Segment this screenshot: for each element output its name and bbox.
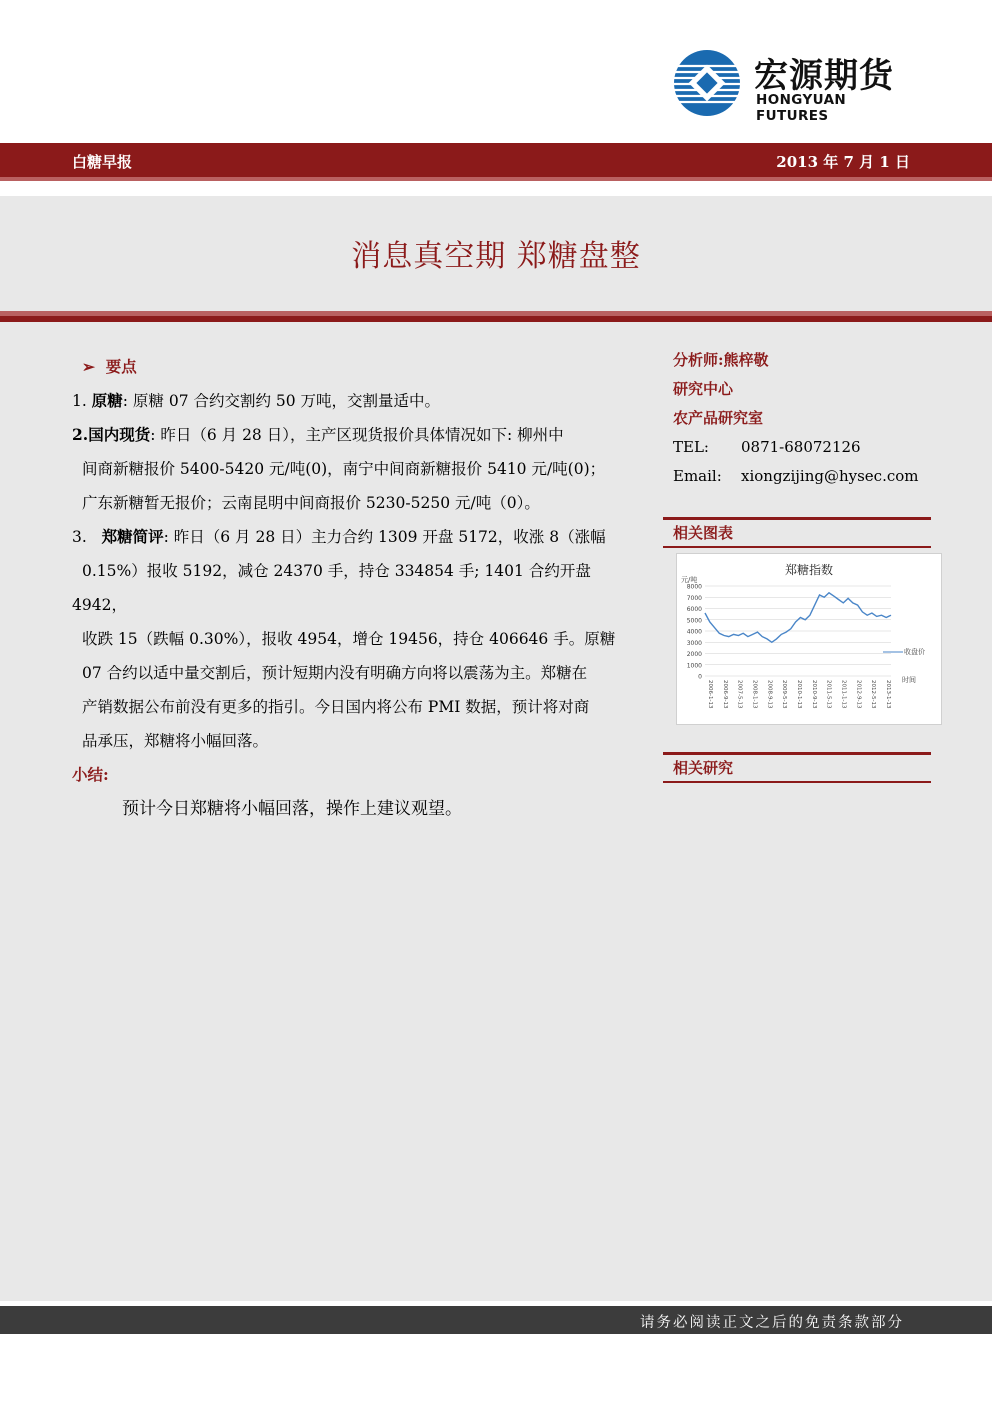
summary-label: 小结: bbox=[72, 765, 109, 784]
y-tick-label: 8000 bbox=[686, 583, 702, 591]
key-points-heading bbox=[72, 350, 640, 384]
point-label: 郑糖简评 bbox=[101, 527, 164, 546]
chart-xlabel: 时间 bbox=[902, 676, 916, 684]
section-bar bbox=[663, 546, 931, 548]
point-text: : 原糖 07 合约交割约 50 万吨，交割量适中。 bbox=[122, 392, 441, 410]
related-research-header bbox=[663, 752, 931, 783]
x-tick-label: 2009-5-13 bbox=[781, 680, 788, 709]
y-tick-label: 7000 bbox=[686, 594, 702, 602]
point-label: 国内现货 bbox=[88, 425, 151, 444]
x-tick-label: 2012-9-13 bbox=[855, 680, 862, 709]
y-tick-label: 0 bbox=[698, 673, 702, 681]
sub-department: 农产品研究室 bbox=[673, 409, 764, 427]
footer-disclaimer: 请务必阅读正文之后的免责条款部分 bbox=[640, 1315, 904, 1331]
point-text: 07 合约以适中量交割后，预计短期内没有明确方向将以震荡为主。郑糖在 bbox=[82, 664, 588, 682]
y-tick-label: 4000 bbox=[686, 628, 702, 636]
point-raw-sugar bbox=[72, 384, 640, 418]
logo-english-name: HONGYUAN FUTURES bbox=[756, 92, 847, 124]
page-title: 消息真空期 郑糖盘整 bbox=[351, 239, 641, 274]
y-tick-label: 6000 bbox=[686, 606, 702, 613]
y-tick-label: 2000 bbox=[686, 651, 702, 658]
tel-value: 0871-68072126 bbox=[741, 438, 861, 456]
point-number: 1. bbox=[72, 392, 87, 410]
title-divider bbox=[0, 316, 992, 322]
chart-legend: 收盘价 bbox=[904, 648, 925, 656]
logo-emblem-icon bbox=[672, 48, 742, 118]
contact-email bbox=[673, 462, 933, 491]
logo-chinese-name: 宏源期货 bbox=[754, 56, 894, 96]
point-zhengzhou-review bbox=[72, 520, 640, 758]
related-research-title: 相关研究 bbox=[673, 759, 734, 777]
tel-label: TEL: bbox=[673, 438, 709, 456]
x-tick-label: 2012-5-13 bbox=[870, 680, 877, 709]
header-band-underline bbox=[0, 177, 992, 181]
point-text: 收跌 15（跌幅 0.30%），报收 4954，增仓 19456，持仓 406646 手。原糖 bbox=[82, 630, 616, 648]
point-text: 品承压，郑糖将小幅回落。 bbox=[82, 732, 269, 750]
point-text: : 昨日（6 月 28 日），主产区现货报价具体情况如下: 柳州中 bbox=[150, 426, 564, 444]
point-text: 间商新糖报价 5400-5420 元/吨(0)，南宁中间商新糖报价 5410 元/吨(0)； bbox=[82, 460, 606, 478]
key-points-label: 要点 bbox=[105, 357, 137, 376]
x-tick-label: 2010-1-13 bbox=[796, 680, 802, 709]
chart-svg bbox=[677, 554, 941, 724]
analyst-name: 分析师:熊梓敬 bbox=[673, 351, 769, 369]
related-charts-title: 相关图表 bbox=[673, 524, 734, 542]
x-tick-label: 2007-5-13 bbox=[736, 680, 743, 709]
arrow-bullet-icon: ➢ bbox=[82, 357, 106, 376]
report-date: 2013 年 7 月 1 日 bbox=[776, 153, 910, 171]
point-number: 3. bbox=[72, 528, 87, 546]
chart-title: 郑糖指数 bbox=[784, 563, 834, 577]
sidebar-info bbox=[673, 346, 933, 491]
contact-tel bbox=[673, 433, 933, 462]
email-label: Email: bbox=[673, 467, 722, 485]
company-logo bbox=[672, 44, 922, 124]
y-tick-label: 1000 bbox=[686, 662, 702, 670]
sugar-index-chart bbox=[676, 553, 942, 725]
related-charts-header bbox=[663, 517, 931, 548]
x-tick-label: 2010-9-13 bbox=[810, 680, 817, 709]
x-tick-label: 2008-1-13 bbox=[751, 680, 758, 709]
point-text: 0.15%）报收 5192，减仓 24370 手，持仓 334854 手; 1401 合约开盘 4942， bbox=[72, 562, 591, 614]
report-type: 白糖早报 bbox=[72, 153, 133, 171]
point-text: 产销数据公布前没有更多的指引。今日国内将公布 PMI 数据，预计将对商 bbox=[82, 698, 590, 716]
y-tick-label: 3000 bbox=[686, 639, 702, 647]
main-content bbox=[72, 350, 640, 826]
y-tick-label: 5000 bbox=[686, 617, 702, 625]
point-text: 广东新糖暂无报价；云南昆明中间商报价 5230-5250 元/吨（0）。 bbox=[82, 494, 540, 512]
x-tick-label: 2011-5-13 bbox=[825, 680, 832, 709]
summary-text: 预计今日郑糖将小幅回落，操作上建议观望。 bbox=[122, 799, 462, 819]
x-tick-label: 2008-9-13 bbox=[766, 680, 773, 709]
point-number: 2. bbox=[72, 425, 89, 444]
x-tick-label: 2006-9-13 bbox=[721, 680, 728, 709]
x-tick-label: 2013-1-13 bbox=[885, 680, 891, 709]
chart-ylabel: 元/吨 bbox=[681, 576, 698, 584]
series-line-close bbox=[705, 593, 891, 643]
section-bar bbox=[663, 781, 931, 783]
x-tick-label: 2006-1-13 bbox=[707, 680, 713, 709]
point-domestic-spot bbox=[72, 418, 640, 520]
point-label: 原糖 bbox=[91, 391, 123, 410]
point-text: : 昨日（6 月 28 日）主力合约 1309 开盘 5172，收涨 8（涨幅 bbox=[163, 528, 606, 546]
x-tick-label: 2011-1-13 bbox=[840, 680, 847, 709]
email-link[interactable]: xiongzijing@hysec.com bbox=[741, 467, 919, 485]
department: 研究中心 bbox=[673, 380, 734, 398]
